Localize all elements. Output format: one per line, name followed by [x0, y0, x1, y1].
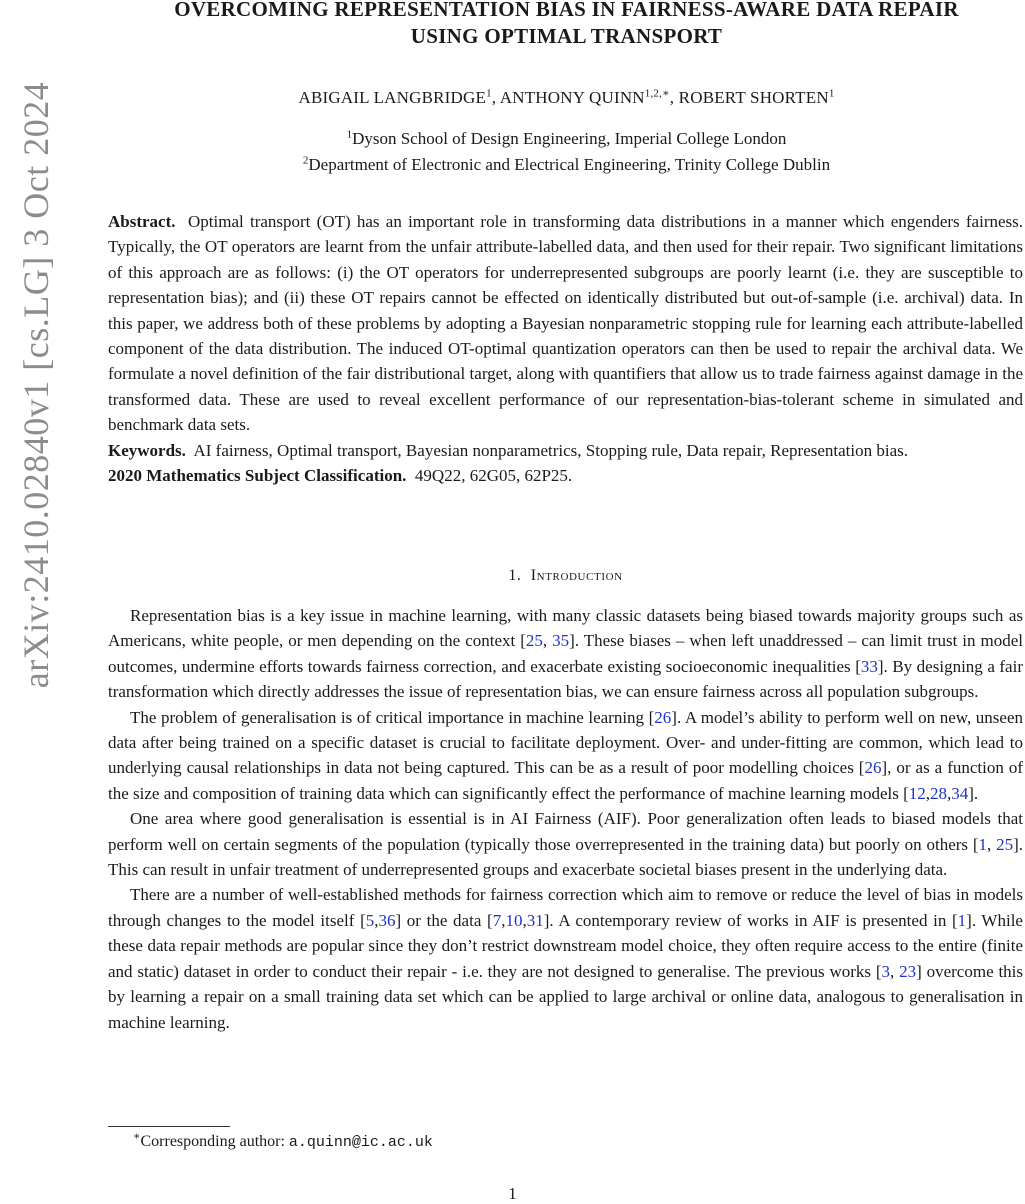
msc-label: 2020 Mathematics Subject Classification.	[108, 466, 407, 486]
citation-link[interactable]: 31	[526, 910, 544, 930]
affiliation-mark: 1	[346, 128, 353, 141]
affiliation-text: Dyson School of Design Engineering, Imperial College London	[352, 129, 787, 148]
abstract-label: Abstract.	[108, 212, 176, 231]
author-name: ANTHONY QUINN	[499, 88, 645, 107]
citation-link[interactable]: 26	[864, 758, 882, 778]
citation-link[interactable]: 5	[365, 910, 375, 930]
citation-link[interactable]: 7	[492, 910, 502, 930]
citation-link[interactable]: 10	[505, 910, 523, 930]
keywords	[108, 438, 1023, 463]
introduction-body	[108, 603, 1023, 1035]
author-affiliation-mark: 1	[828, 87, 835, 100]
footnote-mark: ∗	[133, 1130, 141, 1143]
citation-link[interactable]: 25	[525, 631, 543, 651]
citation-link[interactable]: 34	[951, 783, 969, 803]
citation-link[interactable]: 12	[908, 783, 926, 803]
section-number: 1.	[508, 567, 522, 584]
title-line-2: USING OPTIMAL TRANSPORT	[410, 24, 723, 48]
footnote	[133, 1130, 433, 1151]
paragraph-4: There are a number of well-established methods for fairness correction which aim to remove or reduce the level of bias in models through changes to the model itself [5,36] or the data [7,10,31]. A contemporary review of works in AIF is presented in [1]. While these data repair methods are popular since they don’t restrict downstream model choice, they often require access to the entire (finite and static) dataset in order to conduct their repair - i.e. they are not designed to generalise. The previous works [3, 23] overcome this by learning a repair on a small training data set which can be applied to large archival or online data, analogous to generalisation in machine learning.	[108, 885, 1023, 1032]
section-title: Introduction	[530, 567, 623, 584]
msc-text: 49Q22, 62G05, 62P25.	[414, 466, 573, 486]
author-name: ROBERT SHORTEN	[678, 88, 829, 107]
page-number: 1	[508, 1184, 517, 1203]
paragraph-2: The problem of generalisation is of critical importance in machine learning [26]. A model’s ability to perform well on new, unseen data after being trained on a specific dataset is crucial to facilitate deployment. Over- and under-fitting are common, which lead to underlying causal relationships in data not being captured. This can be as a result of poor modelling choices [26], or as a function of the size and composition of training data which can significantly effect the performance of machine learning models [12,28,34].	[108, 707, 1024, 803]
abstract-text: Optimal transport (OT) has an important role in transforming data distributions in a manner which engenders fairness. Typically, the OT operators are learnt from the unfair attribute-labelled data, and then used for their repair. Two significant limitations of this approach are as follows: (i) the OT operators for underrepresented subgroups are poorly learnt (i.e. they are susceptible to representation bias); and (ii) these OT repairs cannot be effected on identically distributed but out-of-sample (i.e. archival) data. In this paper, we address both of these problems by adopting a Bayesian nonparametric stopping rule for learning each attribute-labelled component of the data distribution. The induced OT-optimal quantization operators can then be used to repair the archival data. We formulate a novel definition of the fair distributional target, along with quantifiers that allow us to trade fairness against damage in the transformed data. These are used to reveal excellent performance of our representation-bias-tolerant scheme in simulated and benchmark data sets.	[108, 212, 1024, 435]
keywords-label: Keywords.	[108, 440, 186, 460]
affiliation-mark: 2	[302, 154, 309, 167]
footnote-divider	[108, 1126, 230, 1127]
author-name: ABIGAIL LANGBRIDGE	[298, 88, 487, 107]
citation-link[interactable]: 1	[957, 910, 967, 930]
citation-link[interactable]: 33	[860, 656, 878, 676]
citation-link[interactable]: 35	[552, 631, 570, 651]
corresponding-email[interactable]: a.quinn@ic.ac.uk	[288, 1134, 433, 1151]
citation-link[interactable]: 1	[978, 834, 987, 854]
paragraph-1: Representation bias is a key issue in machine learning, with many classic datasets being biased towards majority groups such as Americans, white people, or men depending on the context [25, 35]. These biases – when left unaddressed – can limit trust in model outcomes, undermine efforts towards fairness correction, and exacerbate existing socioeconomic inequalities [33]. By designing a fair transformation which directly addresses the issue of representation bias, we can ensure fairness across all population subgroups.	[108, 606, 1024, 702]
affiliation-2	[108, 155, 1025, 175]
citation-link[interactable]: 25	[996, 834, 1014, 854]
title-line-1: OVERCOMING REPRESENTATION BIAS IN FAIRNESS-AWARE DATA REPAIR	[174, 0, 959, 21]
citation-link[interactable]: 36	[378, 910, 396, 930]
citation-link[interactable]: 28	[930, 783, 948, 803]
msc-classification	[108, 463, 1023, 488]
author-affiliation-mark: 1	[486, 87, 492, 100]
arxiv-identifier-stamp: arXiv:2410.02840v1 [cs.LG] 3 Oct 2024	[16, 81, 56, 689]
citation-link[interactable]: 23	[899, 961, 917, 981]
citation-link[interactable]: 3	[881, 961, 891, 981]
paragraph-3: One area where good generalisation is essential is in AI Fairness (AIF). Poor generalization often leads to biased models that perform well on certain segments of the population (typically those overrepresented in the training data) but poorly on others [1, 25]. This can result in unfair treatment of underrepresented groups and exacerbate societal biases present in the underlying data.	[108, 809, 1023, 880]
section-heading-introduction	[108, 567, 1023, 585]
affiliation-text: Department of Electronic and Electrical Engineering, Trinity College Dublin	[308, 155, 831, 174]
author-affiliation-mark: 1,2,∗	[644, 87, 670, 100]
paper-title	[108, 0, 1025, 50]
abstract-block	[108, 209, 1023, 488]
author-list: ABIGAIL LANGBRIDGE$^1$, ANTHONY $QUINN^{1,2,∗}$, ROBERT SHORTEN$^1$	[298, 87, 835, 107]
abstract	[108, 209, 1023, 438]
footnote-label: Corresponding author:	[140, 1133, 289, 1150]
affiliation-1	[108, 129, 1025, 149]
keywords-text: AI fairness, Optimal transport, Bayesian nonparametrics, Stopping rule, Data repair, Representation bias.	[193, 440, 909, 460]
citation-link[interactable]: 26	[654, 707, 672, 727]
